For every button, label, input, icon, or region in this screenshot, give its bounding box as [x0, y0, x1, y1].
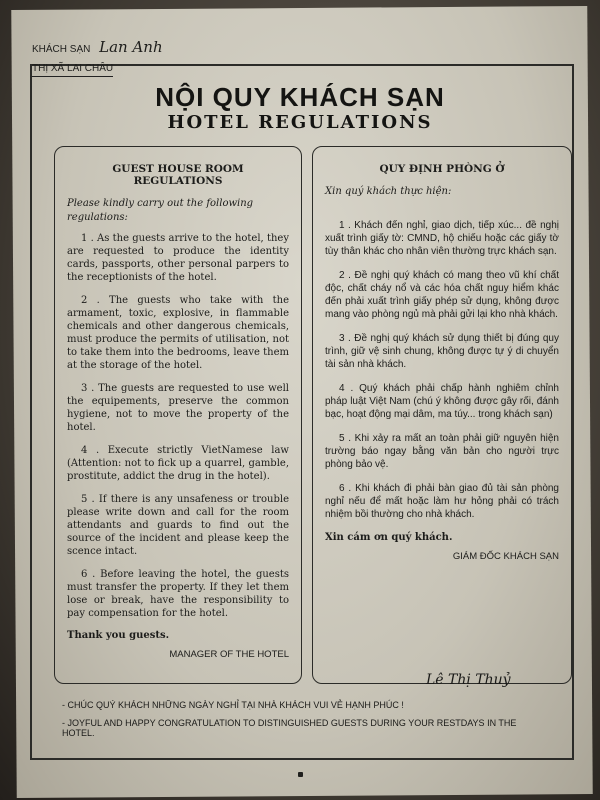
hotel-location: THỊ XÃ LAI CHÂU: [32, 63, 113, 77]
footer-line-en: - JOYFUL AND HAPPY CONGRATULATION TO DISTINGUISHED GUESTS DURING YOUR RESTDAYS IN THE HOTEL.: [62, 718, 517, 738]
vietnamese-rule-2: 2 . Đề nghị quý khách có mang theo vũ khí chất độc, chất cháy nổ và các hóa chất nguy hiểm khác đến phải xuất trình giấy phép sử dụng, không được mang vào phòng ngủ mà phải gửi lại kho nhà khách.: [325, 269, 559, 320]
vietnamese-rule-1: 1 . Khách đến nghỉ, giao dịch, tiếp xúc... đề nghị xuất trình giấy tờ: CMND, hộ chiếu hoặc các giấy tờ tùy thân khác cho nhân viên thường trực khách sạn.: [325, 219, 559, 257]
footer-greetings: [62, 700, 532, 746]
english-rule-1: 1 . As the guests arrive to the hotel, they are requested to produce the identity cards, passports, other personal parpers to the receptionists of the hotel.: [67, 233, 289, 283]
vietnamese-rule-6: 6 . Khi khách đi phải bàn giao đủ tài sản phòng nghỉ nếu để mất hoặc làm hư hỏng phải có trách nhiệm bồi thường cho nhà khách.: [325, 482, 559, 520]
vietnamese-rule-4: 4 . Quý khách phải chấp hành nghiêm chỉnh pháp luật Việt Nam (chú ý không được gây rối, đánh bạc, hoạt động mại dâm, ma túy... trong khách sạn): [325, 382, 559, 420]
pin-mark: [298, 772, 303, 777]
english-rule-4: 4 . Execute strictly VietNamese law (Attention: not to fick up a quarrel, gamble, prostitute, addict the drug in the hotel).: [67, 445, 289, 482]
hotel-name-line: [32, 38, 163, 56]
vietnamese-rule-3: 3 . Đề nghị quý khách sử dụng thiết bị đúng quy trình, giữ vệ sinh chung, không được tự ý di chuyển tài sản nhà khách.: [325, 332, 559, 370]
manager-signature: Lê Thị Thuỷ: [426, 672, 511, 688]
footer-line-vi: - CHÚC QUÝ KHÁCH NHỮNG NGÀY NGHỈ TẠI NHÀ KHÁCH VUI VẺ HẠNH PHÚC !: [62, 700, 404, 710]
english-rule-5: 5 . If there is any unsafeness or trouble please write down and call for the room attendants and guards to find out the source of the incident and please keep the scence intact.: [67, 494, 289, 557]
page-title-en: HOTEL REGULATIONS: [167, 112, 433, 133]
english-rule-3: 3 . The guests are requested to use well the equipements, preserve the common hygiene, not to move the property of the hotel.: [67, 383, 289, 433]
page-title-vi: NỘI QUY KHÁCH SẠN: [155, 82, 445, 112]
vietnamese-heading: QUY ĐỊNH PHÒNG Ở: [379, 163, 505, 175]
english-rule-2: 2 . The guests who take with the armament, toxic, explosive, in flammable chemicals and other dangerous chemicals, must produce the permits of utilisation, not to take them into the bedrooms, leave them at the storage of the hotel.: [67, 295, 290, 371]
vietnamese-thanks: Xin cám ơn quý khách.: [325, 531, 453, 543]
english-intro: Please kindly carry out the following regulations:: [67, 198, 254, 223]
english-heading: GUEST HOUSE ROOM REGULATIONS: [112, 163, 244, 187]
english-rule-6: 6 . Before leaving the hotel, the guests must transfer the property. If they let them lose or break, have the responsibility to pay compensation for the hotel.: [67, 569, 289, 619]
vietnamese-regulations-panel: [312, 146, 572, 684]
vietnamese-rule-5: 5 . Khi xảy ra mất an toàn phải giữ nguyên hiện trường báo ngay bằng văn bản cho người trực phòng bảo vệ.: [325, 432, 559, 470]
hotel-label: KHÁCH SẠN: [32, 44, 91, 55]
hotel-header: [32, 38, 163, 77]
english-thanks: Thank you guests.: [67, 630, 170, 641]
english-regulations-panel: [54, 146, 302, 684]
english-signoff: MANAGER OF THE HOTEL: [169, 649, 289, 660]
hotel-name: Lan Anh: [99, 38, 163, 56]
vietnamese-intro: Xin quý khách thực hiện:: [325, 186, 452, 197]
vietnamese-signoff: GIÁM ĐỐC KHÁCH SẠN: [452, 550, 559, 562]
